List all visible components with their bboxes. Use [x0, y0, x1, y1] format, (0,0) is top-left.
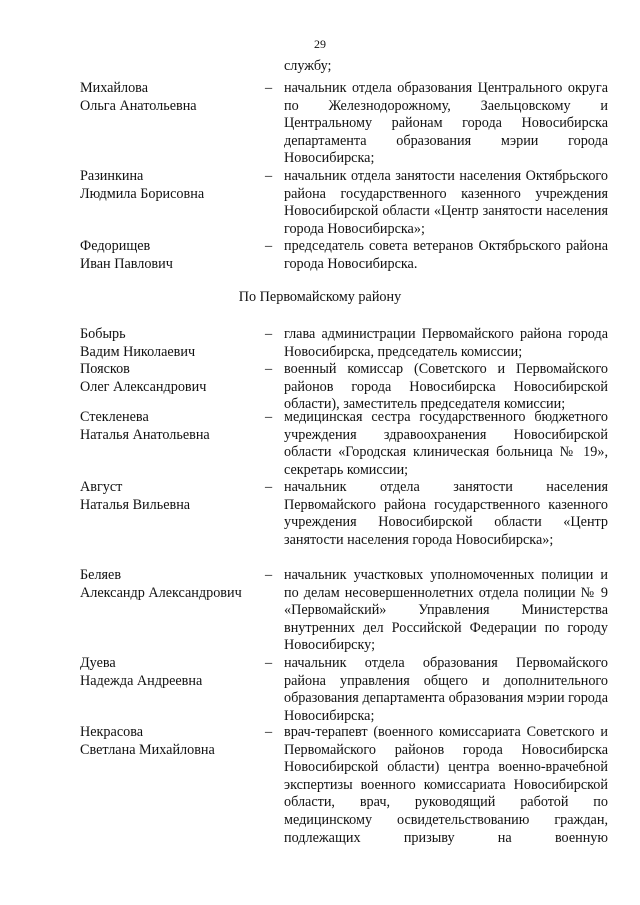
member-given-names: Олег Александрович — [80, 378, 207, 395]
member-surname: Некрасова — [80, 724, 144, 740]
member-position: врач-терапевт (военного комиссариата Советского и Первомайского районов города Новосибирска Новосибирской области) центра военно-врачебной экспертизы военного комиссариата Новосибирской области, врач, руководящий работой по медицинскому освидетельствованию граждан, подлежащих призыву на военную — [284, 724, 608, 846]
member-position: медицинская сестра государственного бюджетного учреждения здравоохранения Новосибирской области «Городская клиническая больница № 19», секретарь комиссии; — [284, 409, 608, 478]
dash-separator: – — [265, 655, 273, 671]
member-given-names: Александр Александрович — [80, 584, 242, 601]
member-name — [80, 361, 273, 396]
member-name — [80, 724, 273, 759]
member-given-names: Людмила Борисовна — [80, 185, 205, 202]
member-name — [80, 80, 273, 115]
member-name — [80, 168, 273, 203]
member-surname: Дуева — [80, 655, 116, 671]
member-position: глава администрации Первомайского района города Новосибирска, председатель комиссии; — [284, 326, 608, 360]
member-surname: Разинкина — [80, 168, 144, 184]
member-position: председатель совета ветеранов Октябрьского района города Новосибирска. — [284, 238, 608, 272]
dash-separator: – — [265, 326, 273, 342]
member-surname: Федорищев — [80, 238, 151, 254]
member-name — [80, 655, 273, 690]
dash-separator: – — [265, 567, 273, 583]
page-number: 29 — [314, 37, 326, 51]
dash-separator: – — [265, 479, 273, 495]
member-name — [80, 238, 273, 273]
member-position: начальник отдела занятости населения Октябрьского района государственного казенного учреждения Новосибирской области «Центр занятости населения города Новосибирска»; — [284, 168, 608, 237]
member-given-names: Ольга Анатольевна — [80, 97, 197, 114]
member-surname: Беляев — [80, 567, 122, 583]
member-given-names: Наталья Анатольевна — [80, 426, 210, 443]
member-given-names: Надежда Андреевна — [80, 672, 203, 689]
member-given-names: Наталья Вильевна — [80, 496, 191, 513]
member-name — [80, 479, 273, 514]
section-heading: По Первомайскому району — [238, 289, 402, 305]
dash-separator: – — [265, 238, 273, 254]
member-surname: Михайлова — [80, 80, 148, 96]
member-position: военный комиссар (Советского и Первомайского районов города Новосибирска Новосибирской области), заместитель председателя комиссии; — [284, 361, 608, 413]
member-surname: Стекленева — [80, 409, 149, 425]
member-given-names: Иван Павлович — [80, 255, 173, 272]
dash-separator: – — [265, 409, 273, 425]
dash-separator: – — [265, 724, 273, 740]
continuation-text: службу; — [284, 58, 332, 74]
member-name — [80, 567, 273, 602]
dash-separator: – — [265, 361, 273, 377]
dash-separator: – — [265, 80, 273, 96]
member-given-names: Светлана Михайловна — [80, 741, 215, 758]
member-surname: Поясков — [80, 361, 130, 377]
member-given-names: Вадим Николаевич — [80, 343, 196, 360]
member-surname: Бобырь — [80, 326, 126, 342]
member-position: начальник отдела занятости населения Первомайского района государственного казенного учреждения Новосибирской области «Центр занятости населения города Новосибирска»; — [284, 479, 608, 548]
member-name — [80, 409, 273, 444]
member-position: начальник отдела образования Центрального округа по Железнодорожному, Заельцовскому и Центральному районам города Новосибирска департамента образования мэрии города Новосибирска; — [284, 80, 608, 167]
member-name — [80, 326, 273, 361]
member-position: начальник участковых уполномоченных полиции и по делам несовершеннолетних отдела полиции № 9 «Первомайский» Управления Министерства внутренних дел Российской Федерации по городу Новосибирску; — [284, 567, 608, 654]
member-surname: Август — [80, 479, 123, 495]
member-position: начальник отдела образования Первомайского района управления общего и дополнительного образования департамента образования мэрии города Новосибирска; — [284, 655, 608, 724]
dash-separator: – — [265, 168, 273, 184]
